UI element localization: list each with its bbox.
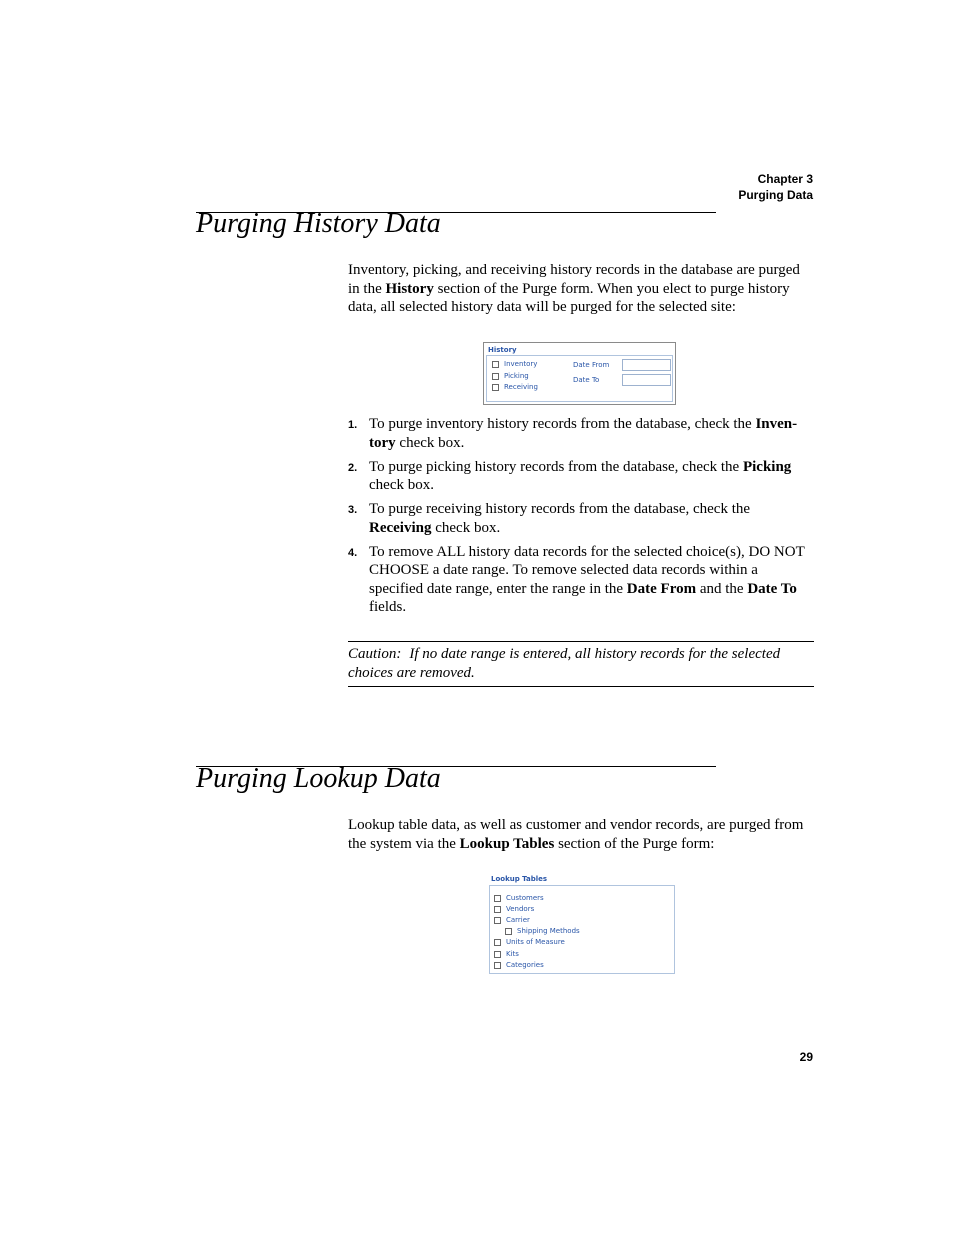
list-item bbox=[348, 500, 814, 537]
history-form-screenshot bbox=[483, 342, 676, 405]
running-header-chapter: Chapter 3 bbox=[757, 172, 813, 186]
caution-label: Caution: bbox=[348, 646, 402, 662]
inventory-checkbox-label: Inventory bbox=[504, 360, 538, 368]
body-text: check box. bbox=[431, 519, 501, 536]
carrier-checkbox[interactable] bbox=[494, 917, 501, 924]
customers-checkbox[interactable] bbox=[494, 895, 501, 902]
list-item-text bbox=[369, 459, 791, 494]
kits-checkbox-label: Kits bbox=[506, 950, 519, 958]
date-from-label: Date From bbox=[573, 361, 610, 369]
body-text: and the bbox=[696, 580, 748, 597]
list-item-number: 3. bbox=[348, 504, 358, 516]
date-from-field[interactable] bbox=[622, 359, 671, 371]
carrier-checkbox-row[interactable] bbox=[494, 916, 530, 924]
emphasis-text: Picking bbox=[742, 458, 792, 475]
vendors-checkbox[interactable] bbox=[494, 906, 501, 913]
carrier-checkbox-label: Carrier bbox=[506, 916, 530, 924]
list-item-number: 1. bbox=[348, 419, 358, 431]
emphasis-text: Lookup Tables bbox=[459, 835, 555, 852]
body-text: check box. bbox=[369, 477, 434, 493]
caution-text: If no date range is entered, all history records for the selected choices are removed. bbox=[348, 646, 781, 681]
date-to-label: Date To bbox=[573, 376, 600, 384]
list-item bbox=[348, 415, 814, 452]
lookup-section-title: Purging Lookup Data bbox=[196, 763, 441, 794]
history-form-title: History bbox=[488, 346, 517, 354]
list-item-text bbox=[369, 501, 750, 536]
picking-checkbox-row[interactable] bbox=[492, 372, 529, 380]
inventory-checkbox-row[interactable] bbox=[492, 360, 537, 368]
body-text: fields. bbox=[369, 599, 407, 615]
emphasis-text: Inven-tory bbox=[369, 416, 798, 451]
date-to-field[interactable] bbox=[622, 374, 671, 386]
list-item-number: 4. bbox=[348, 546, 358, 559]
list-item bbox=[348, 458, 814, 495]
history-form-group bbox=[486, 355, 673, 402]
list-item-text bbox=[369, 544, 804, 616]
body-text: To purge receiving history records from the database, check the bbox=[369, 501, 751, 517]
customers-checkbox-label: Customers bbox=[506, 894, 544, 902]
kits-checkbox-row[interactable] bbox=[494, 950, 519, 958]
list-item bbox=[348, 543, 814, 617]
list-item-text bbox=[369, 416, 797, 451]
customers-checkbox-row[interactable] bbox=[494, 894, 544, 902]
body-text: To remove ALL history data records for the selected choice(s), DO NOT CHOOSE a date range. To remove selected data records within a specified date range, enter the range in the bbox=[369, 543, 805, 597]
page-number: 29 bbox=[799, 1050, 813, 1064]
history-section-title: Purging History Data bbox=[196, 208, 441, 239]
emphasis-text: Date From bbox=[626, 580, 697, 597]
body-text: To purge picking history records from the database, check the bbox=[369, 458, 743, 475]
receiving-checkbox[interactable] bbox=[492, 384, 499, 391]
picking-checkbox-label: Picking bbox=[504, 372, 529, 380]
history-steps-list bbox=[348, 415, 814, 622]
body-text: Lookup table data, as well as customer and vendor records, are purged from the system via the bbox=[348, 817, 804, 852]
kits-checkbox[interactable] bbox=[494, 951, 501, 958]
vendors-checkbox-row[interactable] bbox=[494, 905, 534, 913]
inventory-checkbox[interactable] bbox=[492, 361, 499, 368]
shipping-methods-checkbox-label: Shipping Methods bbox=[517, 927, 580, 935]
list-item-number: 2. bbox=[348, 461, 358, 474]
shipping-methods-checkbox[interactable] bbox=[505, 928, 512, 935]
shipping-methods-checkbox-row[interactable] bbox=[505, 927, 580, 935]
vendors-checkbox-label: Vendors bbox=[506, 905, 535, 913]
body-text: To purge inventory history records from the database, check the bbox=[369, 416, 756, 432]
units-of-measure-checkbox-row[interactable] bbox=[494, 938, 565, 946]
lookup-form-title: Lookup Tables bbox=[491, 875, 548, 883]
emphasis-text: Date To bbox=[747, 580, 797, 597]
body-text: section of the Purge form. When you elect to purge history data, all selected history data will be purged for the selected site: bbox=[348, 280, 790, 315]
body-text: check box. bbox=[395, 434, 465, 451]
units-of-measure-checkbox-label: Units of Measure bbox=[506, 938, 565, 946]
categories-checkbox-label: Categories bbox=[506, 961, 544, 969]
running-header-section: Purging Data bbox=[738, 188, 813, 202]
categories-checkbox[interactable] bbox=[494, 962, 501, 969]
categories-checkbox-row[interactable] bbox=[494, 961, 544, 969]
caution-note bbox=[348, 641, 814, 687]
body-text: section of the Purge form: bbox=[554, 835, 715, 852]
emphasis-text: Receiving bbox=[369, 519, 432, 536]
body-text: Inventory, picking, and receiving history records in the database are purged in the bbox=[348, 262, 800, 297]
lookup-form-screenshot bbox=[489, 885, 675, 974]
receiving-checkbox-label: Receiving bbox=[504, 383, 538, 391]
picking-checkbox[interactable] bbox=[492, 373, 499, 380]
lookup-intro-paragraph bbox=[348, 816, 814, 853]
history-intro-paragraph bbox=[348, 261, 814, 317]
receiving-checkbox-row[interactable] bbox=[492, 383, 538, 391]
emphasis-text: History bbox=[385, 280, 434, 297]
units-of-measure-checkbox[interactable] bbox=[494, 939, 501, 946]
